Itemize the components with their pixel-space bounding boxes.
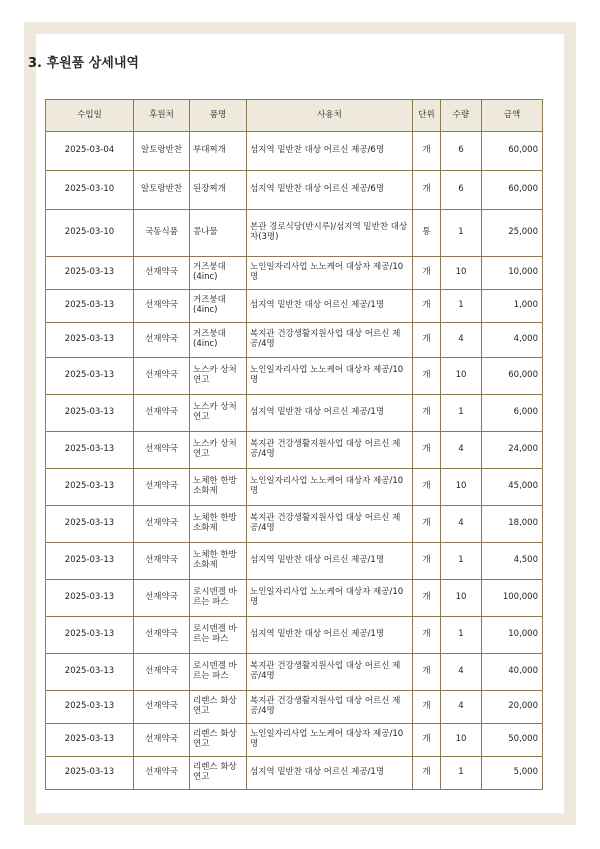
table-row [46,580,543,617]
cell-usage: 노인일자리사업 노노케어 대상자 제공/10명 [247,580,413,617]
cell-usage: 복지관 건강생활지원사업 대상 어르신 제공/4명 [247,654,413,691]
cell-usage: 섬지역 밑반찬 대상 어르신 제공/1명 [247,617,413,654]
table-row [46,290,543,323]
cell-unit: 개 [413,358,441,395]
cell-qty: 4 [441,691,482,724]
cell-amount: 4,000 [482,323,543,358]
cell-qty: 1 [441,210,482,257]
column-header-amount: 금액 [482,100,543,132]
cell-date: 2025-03-10 [46,171,134,210]
table-row [46,654,543,691]
cell-donor: 선재약국 [134,757,190,790]
cell-usage: 노인일자리사업 노노케어 대상자 제공/10명 [247,358,413,395]
cell-qty: 4 [441,506,482,543]
cell-date: 2025-03-13 [46,358,134,395]
cell-amount: 60,000 [482,132,543,171]
cell-qty: 10 [441,257,482,290]
cell-donor: 선재약국 [134,290,190,323]
cell-item: 리렌스 화상연고 [190,724,247,757]
cell-usage: 섬지역 밑반찬 대상 어르신 제공/1명 [247,290,413,323]
cell-usage: 섬지역 밑반찬 대상 어르신 제공/6명 [247,132,413,171]
cell-item: 콩나물 [190,210,247,257]
cell-donor: 선재약국 [134,543,190,580]
cell-unit: 개 [413,432,441,469]
cell-donor: 선재약국 [134,724,190,757]
cell-unit: 개 [413,724,441,757]
cell-item: 거즈붕대(4inc) [190,290,247,323]
donation-detail-table [45,99,543,790]
column-header-donor: 후원처 [134,100,190,132]
cell-amount: 50,000 [482,724,543,757]
cell-date: 2025-03-13 [46,580,134,617]
cell-date: 2025-03-13 [46,617,134,654]
cell-date: 2025-03-13 [46,757,134,790]
cell-date: 2025-03-13 [46,469,134,506]
cell-donor: 선재약국 [134,323,190,358]
cell-item: 된장찌개 [190,171,247,210]
cell-usage: 노인일자리사업 노노케어 대상자 제공/10명 [247,724,413,757]
cell-usage: 복지관 건강생활지원사업 대상 어르신 제공/4명 [247,323,413,358]
cell-amount: 10,000 [482,257,543,290]
table-header-row [46,100,543,132]
cell-amount: 5,000 [482,757,543,790]
cell-amount: 45,000 [482,469,543,506]
cell-unit: 개 [413,132,441,171]
cell-qty: 1 [441,757,482,790]
cell-unit: 개 [413,757,441,790]
cell-usage: 섬지역 밑반찬 대상 어르신 제공/1명 [247,757,413,790]
cell-date: 2025-03-13 [46,432,134,469]
table-row [46,691,543,724]
cell-amount: 1,000 [482,290,543,323]
cell-qty: 10 [441,358,482,395]
table-row [46,323,543,358]
cell-qty: 10 [441,724,482,757]
cell-amount: 60,000 [482,171,543,210]
cell-item: 노스카 상처연고 [190,432,247,469]
table-row [46,617,543,654]
table-row [46,543,543,580]
cell-unit: 개 [413,395,441,432]
cell-unit: 개 [413,257,441,290]
cell-unit: 개 [413,580,441,617]
table-row [46,171,543,210]
cell-qty: 1 [441,617,482,654]
cell-usage: 복지관 건강생활지원사업 대상 어르신 제공/4명 [247,506,413,543]
cell-item: 로시덴겔 바르는 파스 [190,580,247,617]
cell-donor: 국동식품 [134,210,190,257]
cell-item: 노체한 한방소화제 [190,543,247,580]
column-header-date: 수입일 [46,100,134,132]
cell-unit: 통 [413,210,441,257]
cell-unit: 개 [413,691,441,724]
table-row [46,358,543,395]
table-row [46,395,543,432]
cell-amount: 100,000 [482,580,543,617]
cell-amount: 60,000 [482,358,543,395]
cell-date: 2025-03-13 [46,395,134,432]
cell-qty: 10 [441,580,482,617]
cell-qty: 10 [441,469,482,506]
cell-date: 2025-03-13 [46,323,134,358]
cell-donor: 선재약국 [134,580,190,617]
cell-item: 거즈붕대(4inc) [190,257,247,290]
cell-date: 2025-03-10 [46,210,134,257]
cell-item: 부대찌개 [190,132,247,171]
cell-donor: 선재약국 [134,654,190,691]
cell-donor: 선재약국 [134,432,190,469]
section-title: 3. 후원품 상세내역 [28,56,139,71]
cell-unit: 개 [413,617,441,654]
cell-qty: 4 [441,654,482,691]
cell-item: 리렌스 화상연고 [190,757,247,790]
cell-donor: 선재약국 [134,691,190,724]
cell-amount: 10,000 [482,617,543,654]
cell-qty: 6 [441,171,482,210]
cell-unit: 개 [413,469,441,506]
cell-amount: 4,500 [482,543,543,580]
cell-item: 로시덴겔 바르는 파스 [190,654,247,691]
cell-qty: 4 [441,432,482,469]
cell-qty: 1 [441,543,482,580]
cell-unit: 개 [413,543,441,580]
cell-date: 2025-03-04 [46,132,134,171]
cell-qty: 6 [441,132,482,171]
column-header-usage: 사용처 [247,100,413,132]
cell-amount: 6,000 [482,395,543,432]
cell-usage: 본관 경로식당(반시루)/섬지역 밑반찬 대상자(3명) [247,210,413,257]
cell-usage: 노인일자리사업 노노케어 대상자 제공/10명 [247,257,413,290]
table-row [46,506,543,543]
cell-amount: 24,000 [482,432,543,469]
cell-unit: 개 [413,171,441,210]
table-row [46,757,543,790]
cell-usage: 섬지역 밑반찬 대상 어르신 제공/1명 [247,543,413,580]
cell-date: 2025-03-13 [46,691,134,724]
cell-usage: 복지관 건강생활지원사업 대상 어르신 제공/4명 [247,432,413,469]
cell-unit: 개 [413,506,441,543]
cell-usage: 복지관 건강생활지원사업 대상 어르신 제공/4명 [247,691,413,724]
cell-donor: 선재약국 [134,257,190,290]
cell-item: 노체한 한방소화제 [190,506,247,543]
cell-usage: 섬지역 밑반찬 대상 어르신 제공/1명 [247,395,413,432]
cell-item: 노체한 한방소화제 [190,469,247,506]
cell-amount: 18,000 [482,506,543,543]
cell-item: 거즈붕대(4inc) [190,323,247,358]
cell-date: 2025-03-13 [46,506,134,543]
table-row [46,210,543,257]
cell-donor: 선재약국 [134,617,190,654]
cell-item: 노스카 상처연고 [190,395,247,432]
cell-donor: 선재약국 [134,395,190,432]
cell-usage: 섬지역 밑반찬 대상 어르신 제공/6명 [247,171,413,210]
cell-item: 로시덴겔 바르는 파스 [190,617,247,654]
cell-donor: 선재약국 [134,358,190,395]
cell-date: 2025-03-13 [46,290,134,323]
table-row [46,469,543,506]
cell-date: 2025-03-13 [46,724,134,757]
table-row [46,432,543,469]
cell-unit: 개 [413,654,441,691]
column-header-unit: 단위 [413,100,441,132]
cell-donor: 알토랑반찬 [134,171,190,210]
cell-amount: 40,000 [482,654,543,691]
cell-qty: 1 [441,290,482,323]
cell-amount: 25,000 [482,210,543,257]
column-header-item: 품명 [190,100,247,132]
cell-qty: 4 [441,323,482,358]
cell-date: 2025-03-13 [46,543,134,580]
cell-unit: 개 [413,323,441,358]
column-header-qty: 수량 [441,100,482,132]
cell-usage: 노인일자리사업 노노케어 대상자 제공/10명 [247,469,413,506]
cell-item: 리렌스 화상연고 [190,691,247,724]
cell-date: 2025-03-13 [46,654,134,691]
cell-qty: 1 [441,395,482,432]
cell-donor: 선재약국 [134,506,190,543]
table-row [46,724,543,757]
cell-date: 2025-03-13 [46,257,134,290]
table-row [46,257,543,290]
cell-donor: 알토랑반찬 [134,132,190,171]
cell-donor: 선재약국 [134,469,190,506]
cell-item: 노스카 상처연고 [190,358,247,395]
cell-amount: 20,000 [482,691,543,724]
cell-unit: 개 [413,290,441,323]
table-row [46,132,543,171]
